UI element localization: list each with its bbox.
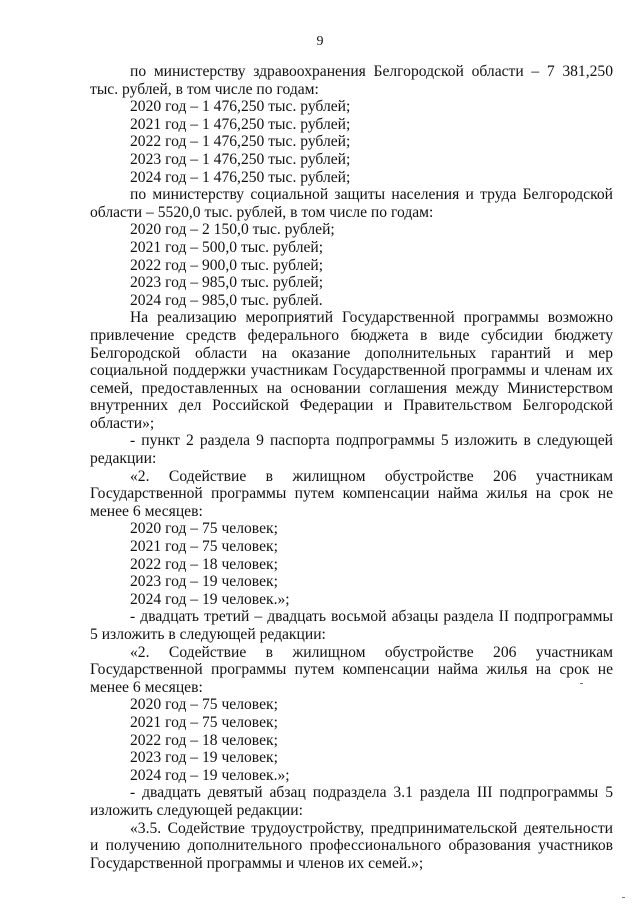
page-number: 9 [316,34,324,49]
paragraph: - двадцать третий – двадцать восьмой абзацы раздела II подпрограммы 5 изложить в следующей редакции: [90,608,613,643]
paragraph: «2. Содействие в жилищном обустройстве 206 участникам Государственной программы путем компенсации найма жилья на срок не менее 6 месяцев: [90,467,613,520]
list-line: 2023 год – 19 человек; [130,573,278,591]
list-line: 2020 год – 75 человек; [130,520,278,538]
list-line: 2022 год – 18 человек; [130,731,278,749]
list-line: 2023 год – 1 476,250 тыс. рублей; [130,150,351,168]
list-line: 2024 год – 985,0 тыс. рублей. [130,291,323,309]
list-line: 2022 год – 900,0 тыс. рублей; [130,256,324,274]
paragraph: - двадцать девятый абзац подраздела 3.1 раздела III подпрограммы 5 изложить следующей редакции: [90,784,613,819]
list-line: 2020 год – 1 476,250 тыс. рублей; [130,98,351,116]
list-line: 2022 год – 18 человек; [130,555,278,573]
list-line: 2023 год – 19 человек; [130,749,278,767]
paragraph: «3.5. Содействие трудоустройству, предпринимательской деятельности и получению дополнительного профессионального образования участников Государственной программы и членов их семей.»; [90,819,613,872]
list-line: 2023 год – 985,0 тыс. рублей; [130,274,324,292]
list-line: 2024 год – 19 человек.»; [130,766,290,784]
list-line: 2024 год – 19 человек.»; [130,590,290,608]
scan-dot [622,897,625,898]
list-line: 2021 год – 500,0 тыс. рублей; [130,238,324,256]
paragraph: На реализацию мероприятий Государственной программы возможно привлечение средств федерального бюджета в виде субсидии бюджету Белгородской области на оказание дополнительных гарантий и мер социальной поддержки участникам Государственной программы и членам их семей, предоставленных на основании соглашения между Министерством внутренних дел Российской Федерации и Правительством Белгородской области»; [90,309,613,432]
scan-dot [580,683,583,684]
list-line: 2020 год – 2 150,0 тыс. рублей; [130,221,335,239]
paragraph: «2. Содействие в жилищном обустройстве 206 участникам Государственной программы путем компенсации найма жилья на срок не менее 6 месяцев: [90,643,613,696]
paragraph: - пункт 2 раздела 9 паспорта подпрограммы 5 изложить в следующей редакции: [90,432,613,468]
list-line: 2021 год – 75 человек; [130,538,278,556]
document-body [90,63,613,872]
paragraph: по министерству социальной защиты населения и труда Белгородской области – 5520,0 тыс. рублей, в том числе по годам: [90,186,613,221]
list-line: 2024 год – 1 476,250 тыс. рублей; [130,168,351,186]
paragraph: по министерству здравоохранения Белгородской области – 7 381,250 тыс. рублей, в том числе по годам: [90,63,613,98]
list-line: 2021 год – 1 476,250 тыс. рублей; [130,115,351,133]
list-line: 2022 год – 1 476,250 тыс. рублей; [130,133,351,151]
list-line: 2020 год – 75 человек; [130,696,278,714]
list-line: 2021 год – 75 человек; [130,713,278,731]
